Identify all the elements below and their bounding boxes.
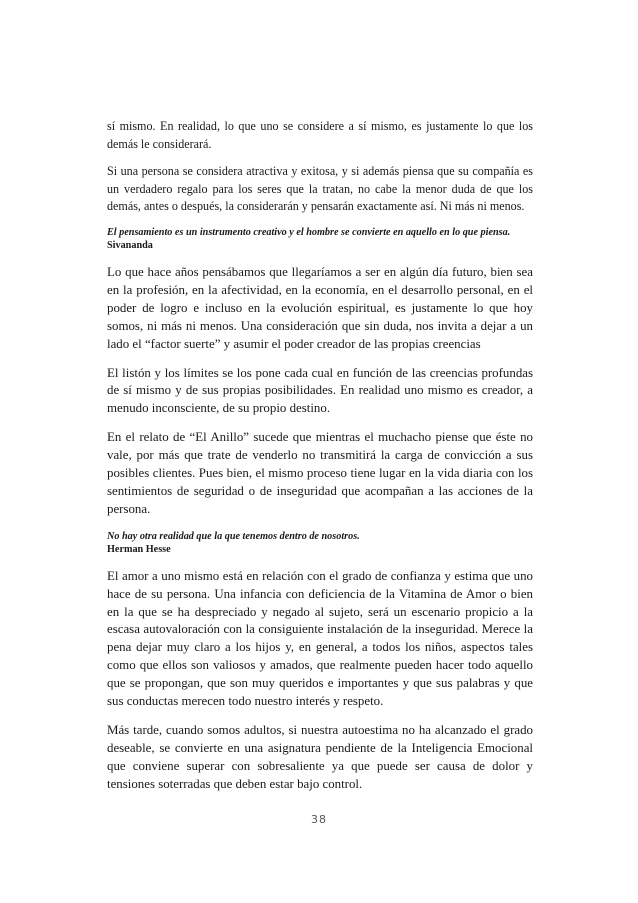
quote-text: El pensamiento es un instrumento creativo y el hombre se convierte en aquello en lo que piensa. (107, 226, 511, 238)
paragraph-3: Lo que hace años pensábamos que llegaríamos a ser en algún día futuro, bien sea en la profesión, en la afectividad, en la economía, en el desarrollo personal, en el poder de logro e incluso en la evolución espiritual, es justamente lo que hoy somos, ni más ni menos. Una consideración que sin duda, nos invita a dejar a un lado el “factor suerte” y asumir el poder creador de las propias creencias (107, 264, 533, 351)
paragraph-5: En el relato de “El Anillo” sucede que mientras el muchacho piense que éste no vale, por más que trate de venderlo no transmitirá la carga de convicción a sus posibles clientes. Pues bien, el mismo proceso tiene lugar en la vida diaria con los sentimientos de seguridad o de inseguridad que acompañan a las acciones de la persona. (107, 430, 533, 516)
quote-hesse (107, 530, 533, 557)
quote-sivananda (107, 226, 533, 253)
paragraph-6: El amor a uno mismo está en relación con el grado de confianza y estima que uno hace de su persona. Una infancia con deficiencia de la Vitamina de Amor o bien en la que se ha despreciado y negado al sujeto, será un escenario propicio a la escasa autovaloración con la consiguiente instalación de la inseguridad. Merece la pena dejar muy claro a los hijos y, en general, a todos los niños, aspectos tales como que ellos son valiosos y amados, que realmente pueden hacer todo aquello que se propongan, que son muy queridos e importantes y que sus palabras y que sus conductas merecen todo nuestro interés y respeto. (107, 568, 533, 709)
paragraph-2: Si una persona se considera atractiva y exitosa, y si además piensa que su compañía es un verdadero regalo para los seres que la tratan, no cabe la menor duda de que los demás, antes o después, la considerarán y pensarán exactamente así. Ni más ni menos. (107, 164, 533, 214)
page-number: 38 (311, 813, 327, 826)
quote-text: No hay otra realidad que la que tenemos dentro de nosotros. (107, 530, 360, 542)
quote-author: Herman Hesse (107, 544, 171, 556)
paragraph-7: Más tarde, cuando somos adultos, si nuestra autoestima no ha alcanzado el grado deseable, se convierte en una asignatura pendiente de la Inteligencia Emocional que conviene superar con sobresaliente ya que puede ser causa de dolor y tensiones soterradas que deben estar bajo control. (107, 723, 533, 791)
quote-author: Sivananda (107, 240, 153, 252)
paragraph-1: sí mismo. En realidad, lo que uno se considere a sí mismo, es justamente lo que los demás le considerará. (107, 119, 533, 151)
paragraph-4: El listón y los límites se los pone cada cual en función de las creencias profundas de sí mismo y de sus propias posibilidades. En realidad uno mismo es creador, a menudo inconsciente, de su propio destino. (107, 365, 533, 416)
page-body (107, 118, 533, 805)
